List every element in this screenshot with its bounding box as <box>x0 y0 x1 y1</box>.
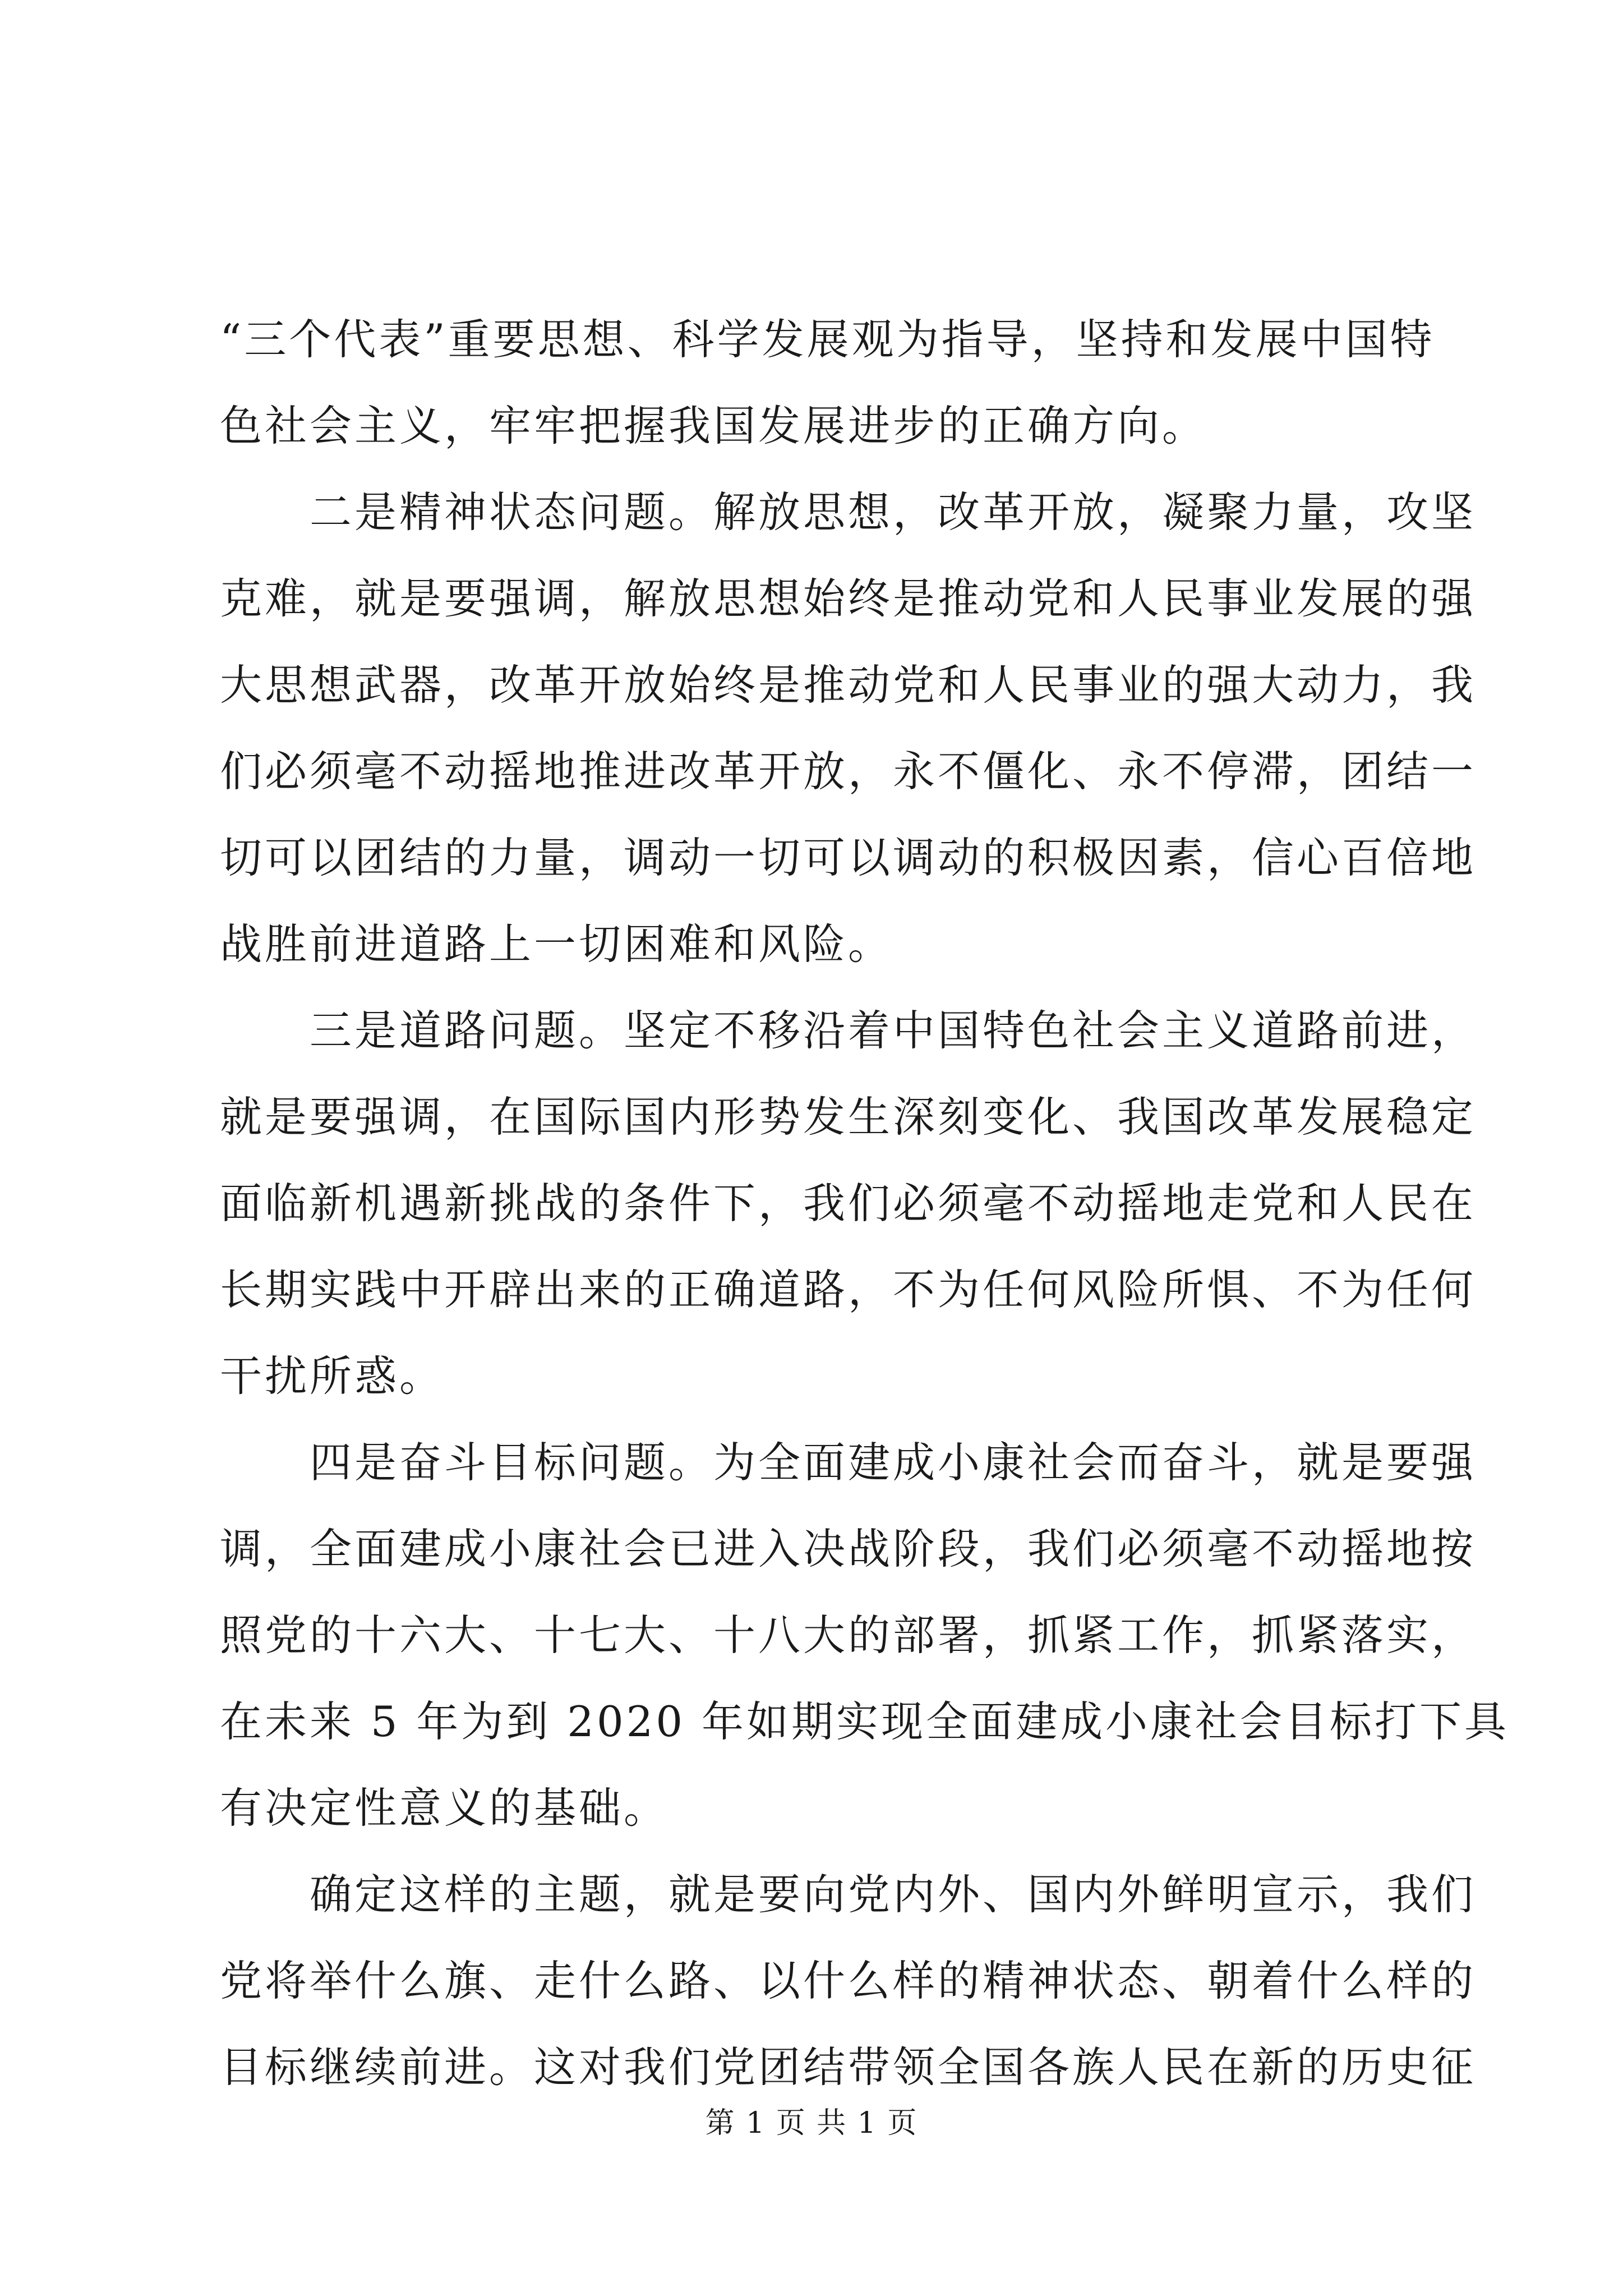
text-line: 克难，就是要强调，解放思想始终是推动党和人民事业发展的强 <box>220 574 1477 623</box>
text-line: 调，全面建成小康社会已进入决战阶段，我们必须毫不动摇地按 <box>220 1524 1477 1573</box>
text-line: 们必须毫不动摇地推进改革开放，永不僵化、永不停滞，团结一 <box>220 747 1477 796</box>
text-line: 有决定性意义的基础。 <box>220 1783 669 1833</box>
text-line: 目标继续前进。这对我们党团结带领全国各族人民在新的历史征 <box>220 2042 1477 2092</box>
text-line: 就是要强调，在国际国内形势发生深刻变化、我国改革发展稳定 <box>220 1092 1477 1142</box>
text-line: 色社会主义，牢牢把握我国发展进步的正确方向。 <box>220 401 1207 450</box>
text-line: 在未来 5 年为到 2020 年如期实现全面建成小康社会目标打下具 <box>220 1697 1509 1746</box>
text-line: 照党的十六大、十七大、十八大的部署，抓紧工作，抓紧落实， <box>220 1611 1477 1660</box>
text-line: 战胜前进道路上一切困难和风险。 <box>220 919 893 969</box>
text-line: 切可以团结的力量，调动一切可以调动的积极因素，信心百倍地 <box>220 833 1477 882</box>
document-body <box>220 296 1509 2110</box>
page-footer: 第 1 页 共 1 页 <box>705 2106 918 2140</box>
text-line: 长期实践中开辟出来的正确道路，不为任何风险所惧、不为任何 <box>220 1265 1477 1314</box>
paragraph-first-line: 三是道路问题。坚定不移沿着中国特色社会主义道路前进， <box>310 1006 1477 1055</box>
paragraph-first-line: 四是奋斗目标问题。为全面建成小康社会而奋斗，就是要强 <box>310 1438 1477 1487</box>
text-line: 干扰所惑。 <box>220 1351 445 1401</box>
paragraph-first-line: 确定这样的主题，就是要向党内外、国内外鲜明宣示，我们 <box>310 1870 1477 1919</box>
text-line: 党将举什么旗、走什么路、以什么样的精神状态、朝着什么样的 <box>220 1956 1477 2005</box>
text-line: 大思想武器，改革开放始终是推动党和人民事业的强大动力，我 <box>220 660 1477 710</box>
text-line: 面临新机遇新挑战的条件下，我们必须毫不动摇地走党和人民在 <box>220 1179 1477 1228</box>
text-line: “三个代表”重要思想、科学发展观为指导，坚持和发展中国特 <box>220 315 1435 364</box>
paragraph-first-line: 二是精神状态问题。解放思想，改革开放，凝聚力量，攻坚 <box>310 487 1477 537</box>
